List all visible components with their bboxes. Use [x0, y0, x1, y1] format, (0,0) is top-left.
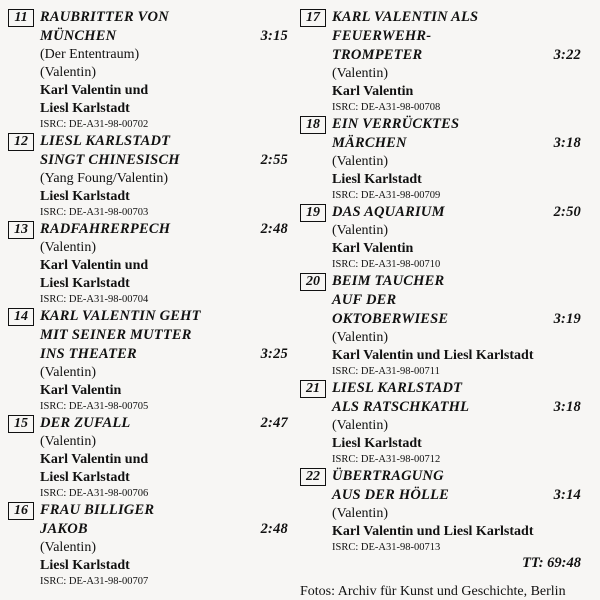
track-duration: 3:22: [553, 47, 581, 63]
track-duration: 2:47: [260, 415, 288, 431]
track-title: [332, 272, 585, 329]
track-performer: Liesl Karlstadt: [40, 189, 130, 204]
track-duration: 3:15: [260, 28, 288, 44]
track-title-text: LIESL KARLSTADT: [40, 133, 171, 149]
track-composer: (Valentin): [332, 66, 388, 81]
track-title: [332, 8, 585, 65]
track-performer: Liesl Karlstadt: [332, 172, 422, 187]
track-number-box: 14: [8, 308, 34, 326]
track-entry: [8, 132, 292, 220]
track-title-text: AUS DER HÖLLE: [332, 487, 450, 503]
track-performer: Karl Valentin und Liesl Karlstadt: [332, 348, 534, 363]
track-title: [40, 414, 292, 433]
track-composer: (Der Ententraum): [40, 47, 140, 62]
track-title-row: [8, 307, 292, 364]
track-number-box: 22: [300, 468, 326, 486]
track-title-text: KARL VALENTIN GEHT: [40, 308, 201, 324]
track-performer: Karl Valentin: [332, 241, 414, 256]
track-title: [332, 379, 585, 417]
tracklist-right-column: [300, 8, 585, 600]
track-number-box: 19: [300, 204, 326, 222]
track-performer: Karl Valentin und: [40, 258, 149, 273]
track-isrc: ISRC: DE-A31-98-00711: [332, 366, 440, 377]
track-title-text: JAKOB: [40, 521, 88, 537]
track-title-row: [8, 220, 292, 239]
track-entry: [300, 8, 585, 115]
track-title: [40, 501, 292, 539]
track-title-line: [40, 414, 292, 433]
track-duration: 3:19: [553, 311, 581, 327]
track-isrc: ISRC: DE-A31-98-00710: [332, 259, 441, 270]
track-title-text: FRAU BILLIGER: [40, 502, 155, 518]
track-title-line: [332, 398, 585, 417]
track-number-box: 20: [300, 273, 326, 291]
track-duration: 2:48: [260, 221, 288, 237]
track-duration: 3:18: [553, 135, 581, 151]
track-number-box: 16: [8, 502, 34, 520]
track-entry: [300, 272, 585, 379]
track-title-text: MÜNCHEN: [40, 28, 117, 44]
track-entry: [8, 307, 292, 414]
track-composer: (Valentin): [332, 223, 388, 238]
track-title-line: [332, 486, 585, 505]
track-title-line: [40, 520, 292, 539]
track-title-line: [332, 291, 585, 310]
track-title-row: [300, 467, 585, 505]
track-title-text: MÄRCHEN: [332, 135, 407, 151]
track-performer: Liesl Karlstadt: [40, 276, 130, 291]
track-title: [40, 132, 292, 170]
track-title-text: DER ZUFALL: [40, 415, 131, 431]
track-entry: [8, 8, 292, 132]
track-title: [332, 203, 585, 222]
track-composer: (Valentin): [40, 540, 96, 555]
track-composer: (Valentin): [40, 434, 96, 449]
track-title-text: ALS RATSCHKATHL: [332, 399, 470, 415]
track-title-row: [8, 501, 292, 539]
track-isrc: ISRC: DE-A31-98-00707: [40, 576, 149, 587]
track-title-row: [300, 272, 585, 329]
track-duration: 2:55: [260, 152, 288, 168]
track-duration: 2:48: [260, 521, 288, 537]
track-title: [40, 8, 292, 46]
track-title-line: [332, 310, 585, 329]
track-composer: (Valentin): [332, 154, 388, 169]
track-title-line: [40, 8, 292, 27]
track-title-text: SINGT CHINESISCH: [40, 152, 180, 168]
track-entry: [300, 379, 585, 467]
track-title-line: [332, 379, 585, 398]
track-title-line: [40, 27, 292, 46]
track-title-text: RADFAHRERPECH: [40, 221, 171, 237]
track-performer: Liesl Karlstadt: [332, 436, 422, 451]
track-title-text: KARL VALENTIN ALS: [332, 9, 479, 25]
track-title-line: [40, 151, 292, 170]
track-title-text: FEUERWEHR-: [332, 28, 432, 44]
track-title-row: [300, 8, 585, 65]
track-title: [332, 467, 585, 505]
track-title-text: TROMPETER: [332, 47, 423, 63]
track-title-text: OKTOBERWIESE: [332, 311, 449, 327]
track-title-text: AUF DER: [332, 292, 397, 308]
track-entry: [8, 220, 292, 307]
tracklist-left-column: [8, 8, 292, 589]
track-entry: [300, 467, 585, 555]
track-isrc: ISRC: DE-A31-98-00713: [332, 542, 441, 553]
track-title-text: INS THEATER: [40, 346, 137, 362]
track-entry: [300, 203, 585, 272]
track-performer: Liesl Karlstadt: [40, 470, 130, 485]
track-title-row: [8, 414, 292, 433]
track-title-row: [300, 115, 585, 153]
track-duration: 3:14: [553, 487, 581, 503]
track-composer: (Valentin): [40, 240, 96, 255]
track-title-text: ÜBERTRAGUNG: [332, 468, 444, 484]
track-number-box: 11: [8, 9, 34, 27]
track-title-text: BEIM TAUCHER: [332, 273, 445, 289]
track-entry: [8, 414, 292, 501]
track-title-line: [332, 8, 585, 27]
track-title-row: [300, 203, 585, 222]
track-composer: (Valentin): [40, 65, 96, 80]
track-number-box: 13: [8, 221, 34, 239]
track-isrc: ISRC: DE-A31-98-00702: [40, 119, 149, 130]
track-title: [40, 307, 292, 364]
track-title-line: [332, 467, 585, 486]
track-title-line: [40, 326, 292, 345]
track-performer: Liesl Karlstadt: [40, 101, 130, 116]
track-isrc: ISRC: DE-A31-98-00705: [40, 401, 149, 412]
track-title-line: [332, 272, 585, 291]
track-isrc: ISRC: DE-A31-98-00708: [332, 102, 441, 113]
track-title-line: [332, 134, 585, 153]
track-duration: 2:50: [553, 204, 581, 220]
track-title-line: [40, 220, 292, 239]
track-title-line: [332, 27, 585, 46]
track-title: [332, 115, 585, 153]
track-entry: [8, 501, 292, 589]
track-title-text: EIN VERRÜCKTES: [332, 116, 460, 132]
track-title-row: [8, 132, 292, 170]
track-composer: (Valentin): [332, 330, 388, 345]
track-performer: Liesl Karlstadt: [40, 558, 130, 573]
track-title-line: [40, 307, 292, 326]
total-time: TT: 69:48: [522, 555, 581, 571]
tracklist-right-tracks: [300, 8, 585, 555]
track-title-line: [332, 46, 585, 65]
track-number-box: 17: [300, 9, 326, 27]
track-isrc: ISRC: DE-A31-98-00704: [40, 294, 149, 305]
track-isrc: ISRC: DE-A31-98-00709: [332, 190, 441, 201]
track-title-text: RAUBRITTER VON: [40, 9, 169, 25]
track-title-line: [332, 203, 585, 222]
track-composer: (Valentin): [332, 418, 388, 433]
track-performer: Karl Valentin: [332, 84, 414, 99]
track-title-line: [40, 501, 292, 520]
track-number-box: 15: [8, 415, 34, 433]
track-title-line: [40, 132, 292, 151]
track-title-text: DAS AQUARIUM: [332, 204, 445, 220]
track-composer: (Yang Foung/Valentin): [40, 171, 169, 186]
track-performer: Karl Valentin: [40, 383, 122, 398]
track-number-box: 18: [300, 116, 326, 134]
track-entry: [300, 115, 585, 203]
track-performer: Karl Valentin und: [40, 452, 149, 467]
track-title-row: [300, 379, 585, 417]
total-time-row: [300, 555, 585, 572]
track-title-text: MIT SEINER MUTTER: [40, 327, 192, 343]
track-performer: Karl Valentin und Liesl Karlstadt: [332, 524, 534, 539]
track-title-text: LIESL KARLSTADT: [332, 380, 463, 396]
track-title-line: [332, 115, 585, 134]
photo-credit: Fotos: Archiv für Kunst und Geschichte, Berlin: [300, 584, 566, 599]
track-composer: (Valentin): [40, 365, 96, 380]
track-number-box: 12: [8, 133, 34, 151]
track-title: [40, 220, 292, 239]
track-duration: 3:18: [553, 399, 581, 415]
track-duration: 3:25: [260, 346, 288, 362]
track-isrc: ISRC: DE-A31-98-00706: [40, 488, 149, 499]
track-title-line: [40, 345, 292, 364]
track-performer: Karl Valentin und: [40, 83, 149, 98]
track-isrc: ISRC: DE-A31-98-00703: [40, 207, 149, 218]
track-isrc: ISRC: DE-A31-98-00712: [332, 454, 441, 465]
track-composer: (Valentin): [332, 506, 388, 521]
track-number-box: 21: [300, 380, 326, 398]
track-title-row: [8, 8, 292, 46]
